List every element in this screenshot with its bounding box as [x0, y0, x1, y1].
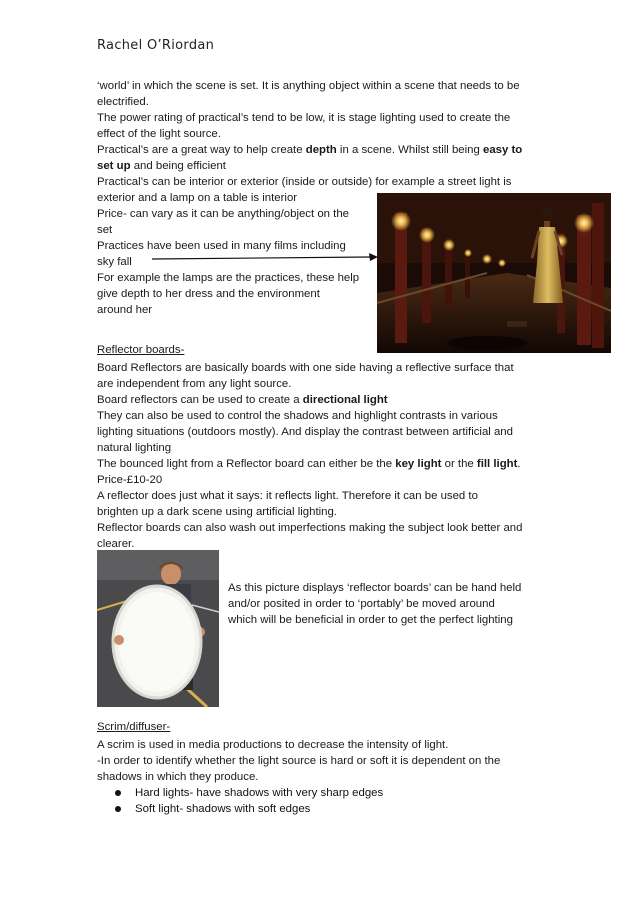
text-line: and/or posited in order to ‘portably’ be moved around — [228, 598, 495, 610]
text-line: Price-£10-20 — [97, 474, 163, 486]
text-line: set — [97, 224, 113, 236]
text-line: Practices have been used in many films including — [97, 240, 346, 252]
text-line: The power rating of practical’s tend to be low, it is stage lighting used to create the — [97, 112, 511, 124]
text-line: A reflector does just what it says: it reflects light. Therefore it can be used to — [97, 490, 478, 502]
text-line: which will be beneficial in order to get the perfect lighting — [228, 614, 513, 626]
text-line: effect of the light source. — [97, 128, 221, 140]
text-line: natural lighting — [97, 442, 172, 454]
reflector-heading: Reflector boards- — [97, 344, 185, 356]
arrow-icon — [150, 252, 380, 266]
text-line: As this picture displays ‘reflector boards’ can be hand held — [228, 582, 522, 594]
text-line: set up and being efficient — [97, 160, 226, 172]
reflector-caption — [228, 580, 548, 628]
text-line: give depth to her dress and the environment — [97, 288, 320, 300]
text-line: electrified. — [97, 96, 149, 108]
text-line: shadows in which they produce. — [97, 771, 259, 783]
text-line: Price- can vary as it can be anything/object on the — [97, 208, 350, 220]
text-line: The bounced light from a Reflector board can either be the key light or the fill light. — [97, 458, 521, 470]
text-line: Practical’s are a great way to help create depth in a scene. Whilst still being easy to — [97, 144, 523, 156]
scrim-bullet-list — [115, 785, 383, 817]
text-line: Board reflectors can be used to create a directional light — [97, 394, 388, 406]
reflector-photo — [97, 550, 219, 707]
list-item: Soft light- shadows with soft edges — [115, 801, 383, 817]
text-line: lighting situations (outdoors mostly). And display the contrast between artificial and — [97, 426, 513, 438]
text-line: They can also be used to control the shadows and highlight contrasts in various — [97, 410, 498, 422]
text-line: clearer. — [97, 538, 135, 550]
text-line: Board Reflectors are basically boards with one side having a reflective surface that — [97, 362, 514, 374]
list-item: Hard lights- have shadows with very sharp edges — [115, 785, 383, 801]
scrim-heading: Scrim/diffuser- — [97, 721, 171, 733]
film-still-image — [377, 193, 611, 353]
text-line: around her — [97, 304, 153, 316]
text-line: brighten up a dark scene using artificial lighting. — [97, 506, 337, 518]
text-line: For example the lamps are the practices, these help — [97, 272, 360, 284]
text-line: A scrim is used in media productions to decrease the intensity of light. — [97, 739, 449, 751]
text-line: ‘world’ in which the scene is set. It is anything object within a scene that needs to be — [97, 80, 520, 92]
text-line: are independent from any light source. — [97, 378, 292, 390]
text-line: sky fall — [97, 256, 132, 268]
text-line: Reflector boards can also wash out imperfections making the subject look better and — [97, 522, 523, 534]
text-line: -In order to identify whether the light source is hard or soft it is dependent on the — [97, 755, 501, 767]
author-name: Rachel O’Riordan — [97, 38, 215, 53]
text-line: Practical’s can be interior or exterior (inside or outside) for example a street light is — [97, 176, 512, 188]
scrim-body — [97, 737, 547, 785]
text-line: exterior and a lamp on a table is interior — [97, 192, 298, 204]
reflector-body — [97, 360, 547, 552]
